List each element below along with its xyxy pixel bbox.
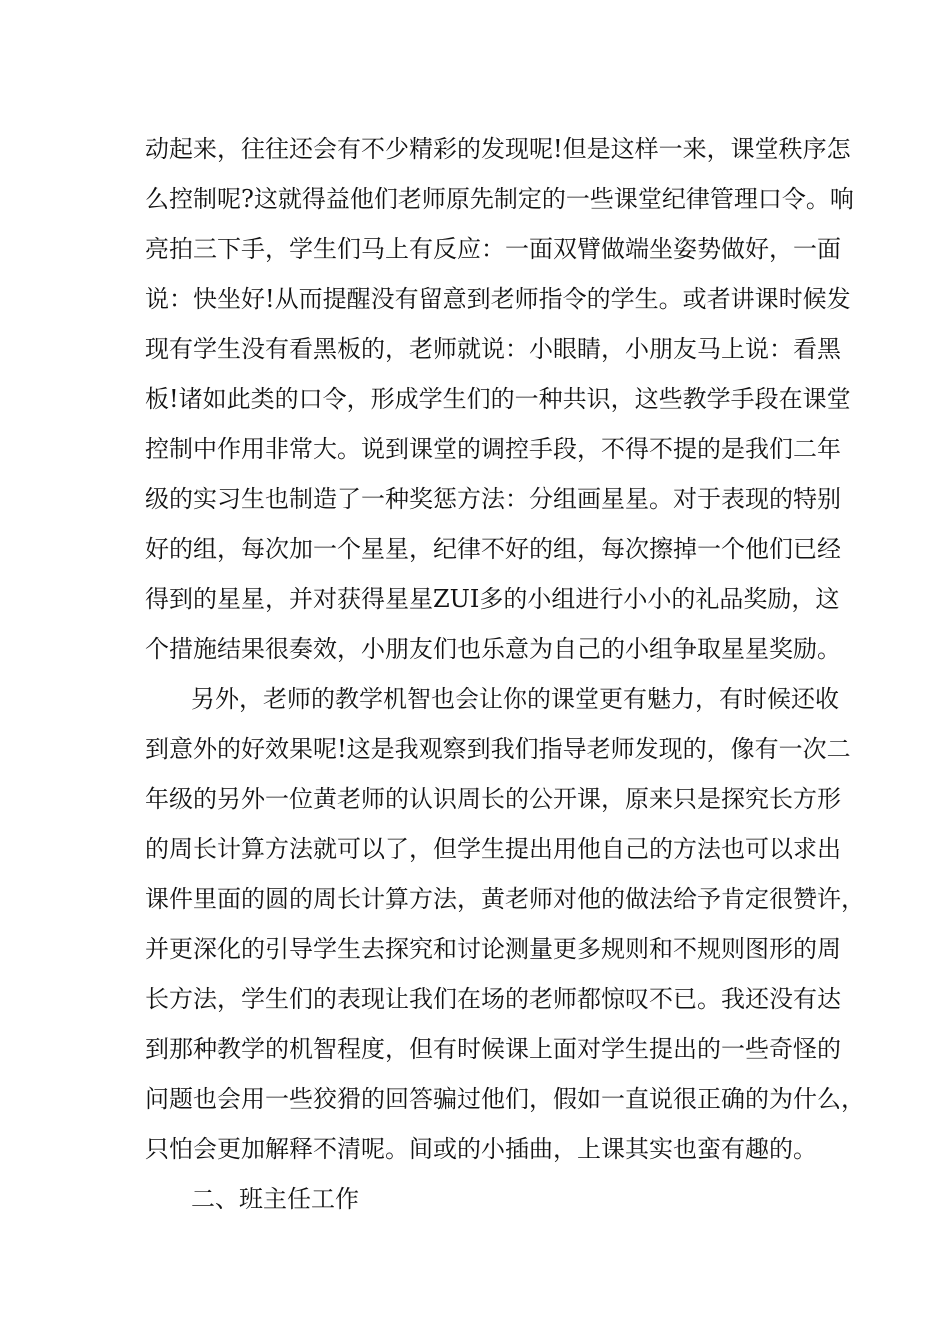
text-line: 长方法，学生们的表现让我们在场的老师都惊叹不已。我还没有达 [145, 985, 841, 1013]
text-line: 说：快坐好!从而提醒没有留意到老师指令的学生。或者讲课时候发 [145, 285, 851, 313]
text-line: 板!诸如此类的口令，形成学生们的一种共识，这些教学手段在课堂 [145, 385, 851, 413]
text-line: 课件里面的圆的周长计算方法，黄老师对他的做法给予肯定很赞许， [145, 885, 865, 913]
text-line: 只怕会更加解释不清呢。间或的小插曲，上课其实也蛮有趣的。 [145, 1135, 817, 1163]
paragraph-2 [145, 674, 865, 1174]
text-line: 动起来，往往还会有不少精彩的发现呢!但是这样一来，课堂秩序怎 [145, 135, 851, 163]
text-line: 么控制呢?这就得益他们老师原先制定的一些课堂纪律管理口令。响 [145, 185, 854, 213]
paragraph-1 [145, 124, 854, 674]
text-line: 个措施结果很奏效，小朋友们也乐意为自己的小组争取星星奖励。 [145, 635, 841, 663]
text-line: 问题也会用一些狡猾的回答骗过他们，假如一直说很正确的为什么， [145, 1085, 865, 1113]
text-line: 另外，老师的教学机智也会让你的课堂更有魅力，有时候还收 [191, 685, 839, 713]
text-line: 年级的另外一位黄老师的认识周长的公开课，原来只是探究长方形 [145, 785, 841, 813]
text-line: 亮拍三下手，学生们马上有反应：一面双臂做端坐姿势做好，一面 [145, 235, 841, 263]
text-line: 的周长计算方法就可以了，但学生提出用他自己的方法也可以求出 [145, 835, 841, 863]
text-line: 现有学生没有看黑板的，老师就说：小眼睛，小朋友马上说：看黑 [145, 335, 841, 363]
text-line: 得到的星星，并对获得星星ZUI多的小组进行小小的礼品奖励，这 [145, 585, 840, 613]
text-line: 到意外的好效果呢!这是我观察到我们指导老师发现的，像有一次二 [145, 735, 851, 763]
section-heading: 二、班主任工作 [191, 1185, 359, 1213]
text-line: 到那种教学的机智程度，但有时候课上面对学生提出的一些奇怪的 [145, 1035, 841, 1063]
text-line: 级的实习生也制造了一种奖惩方法：分组画星星。对于表现的特别 [145, 485, 841, 513]
document-body [145, 124, 865, 1224]
text-line: 好的组，每次加一个星星，纪律不好的组，每次擦掉一个他们已经 [145, 535, 841, 563]
text-line: 控制中作用非常大。说到课堂的调控手段，不得不提的是我们二年 [145, 435, 841, 463]
text-line: 并更深化的引导学生去探究和讨论测量更多规则和不规则图形的周 [145, 935, 841, 963]
